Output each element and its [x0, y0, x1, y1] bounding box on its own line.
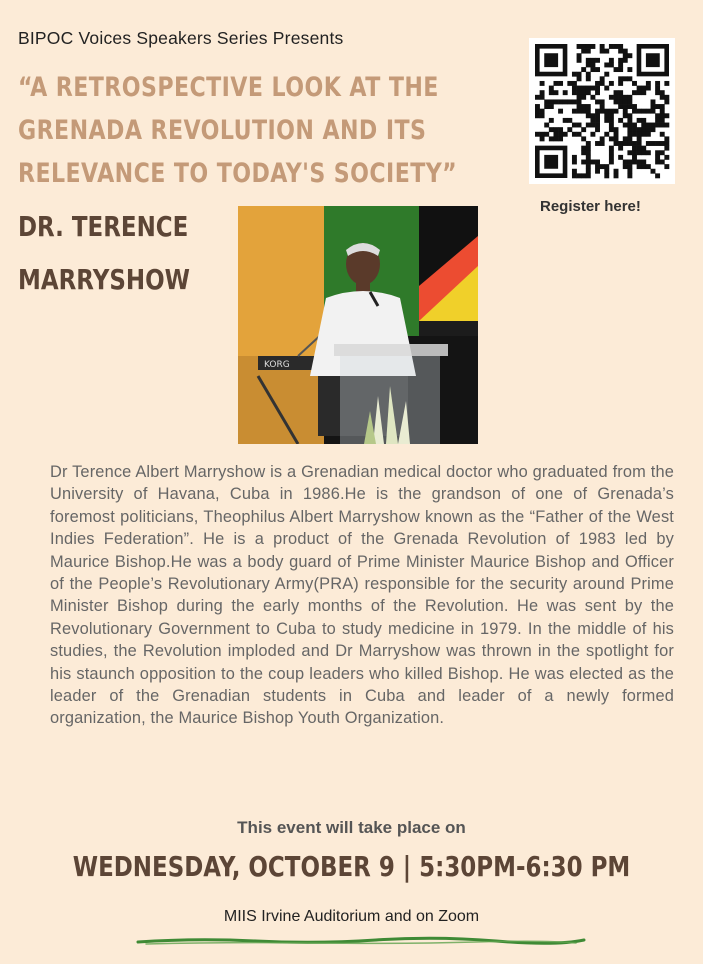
event-location: MIIS Irvine Auditorium and on Zoom	[223, 908, 480, 925]
event-title-line: RELEVANCE TO TODAY'S SOCIETY”	[18, 158, 458, 189]
event-title-line: GRENADA REVOLUTION AND ITS	[18, 115, 427, 146]
speaker-photo	[238, 206, 478, 444]
speaker-name-line: DR. TERENCE	[18, 210, 189, 243]
event-title-line: “A RETROSPECTIVE LOOK AT THE	[18, 72, 439, 103]
speaker-bio: Dr Terence Albert Marryshow is a Grenadian medical doctor who graduated from the University of Havana, Cuba in 1986.He is the grandson of one of Grenada’s foremost politicians, Theophilus Albert Marryshow known as the “Father of the West Indies Federation”. He is a product of the Grenada Revolution of 1983 led by Maurice Bishop.He was a body guard of Prime Minister Maurice Bishop and Officer of the People’s Revolutionary Army(PRA) responsible for the security around Prime Minister Bishop during the early months of the Revolution. He was sent by the Revolutionary Government to Cuba to study medicine in 1979. In the middle of his studies, the Revolution imploded and Dr Marryshow was thrown in the spotlight for his staunch opposition to the coup leaders who killed Bishop. He was elected as the leader of the Grenadian students in Cuba and leader of a newly formed organization, the Maurice Bishop Youth Organization.	[50, 463, 674, 728]
series-heading: BIPOC Voices Speakers Series Presents	[18, 28, 344, 48]
event-title	[18, 66, 458, 195]
speaker-name	[18, 200, 190, 306]
speaker-photo-graphic	[238, 206, 478, 444]
event-intro: This event will take place on	[237, 818, 466, 837]
register-link[interactable]: Register here!	[540, 198, 641, 215]
event-date: WEDNESDAY, OCTOBER 9 | 5:30PM-6:30 PM	[72, 850, 631, 883]
keyboard-brand-label: KORG	[264, 360, 290, 370]
qr-code-icon[interactable]	[529, 38, 675, 184]
decorative-brush-stroke	[136, 934, 586, 948]
speaker-name-line: MARRYSHOW	[18, 263, 190, 296]
qr-code-graphic	[529, 38, 675, 184]
